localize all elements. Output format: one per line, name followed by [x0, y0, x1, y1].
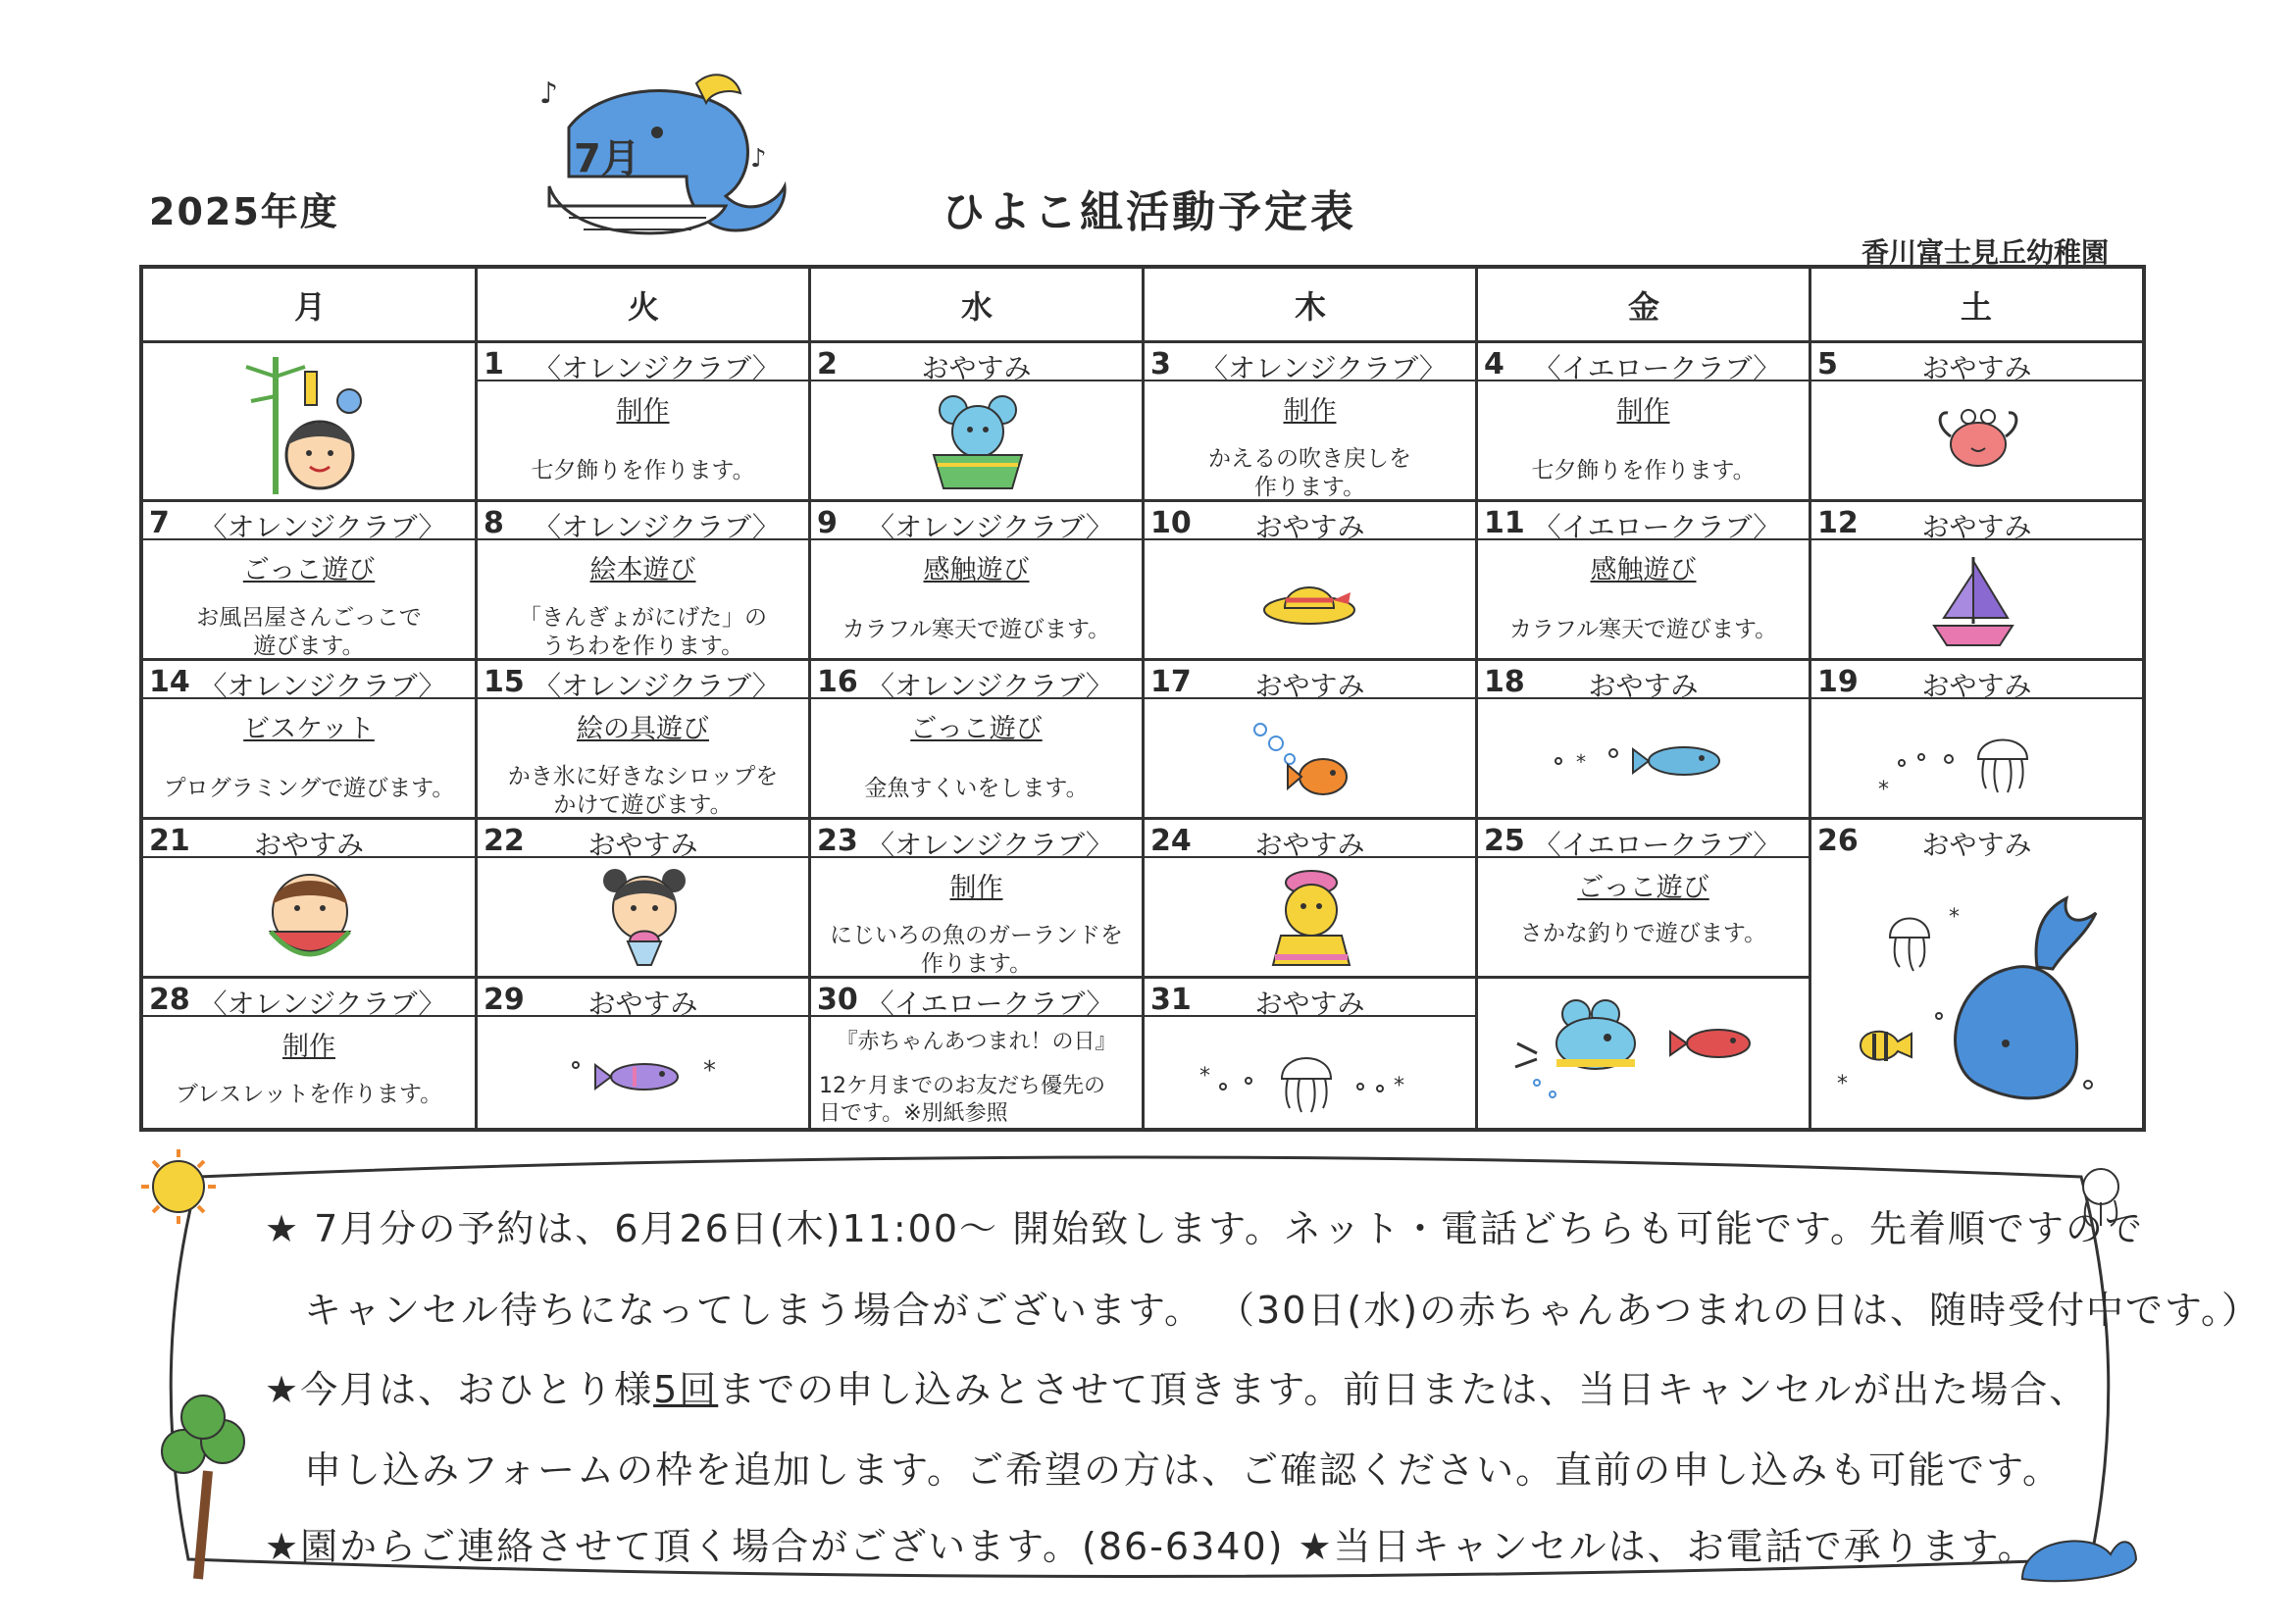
rest-label: おやすみ	[1254, 829, 1365, 861]
activity-description: さかな釣りで遊びます。	[1519, 921, 1767, 946]
note-reservation-line1: ★ 7月分の予約は、6月26日(木)11:00～ 開始致します。ネット・電話どちらも可能です。先着順ですので	[265, 1207, 2145, 1250]
rest-label: おやすみ	[253, 829, 364, 861]
day-number: 30	[817, 983, 858, 1017]
rest-label: おやすみ	[1921, 511, 2032, 543]
day-number: 15	[484, 665, 525, 699]
chick-swimsuit-icon	[1267, 863, 1355, 973]
day-number: 8	[484, 506, 504, 540]
activity-title: 制作	[1283, 396, 1337, 427]
note-contact-line: ★園からご連絡させて頂く場合がございます。(86-6340) ★当日キャンセルは、お電話で承ります。	[265, 1525, 2037, 1568]
svg-text:*: *	[1837, 1072, 1848, 1096]
weekday-mon: 月	[293, 287, 326, 326]
rest-label: おやすみ	[1921, 352, 2032, 384]
cell-day-21	[143, 820, 475, 976]
club-name: 〈イエロークラブ〉	[866, 988, 1114, 1020]
cell-day-17	[1145, 661, 1475, 817]
purple-fish-icon	[566, 1043, 733, 1102]
activity-title: 感触遊び	[1590, 555, 1697, 585]
rest-label: おやすみ	[1921, 829, 2032, 861]
note-form-line: 申し込みフォームの枠を追加します。ご希望の方は、ご確認ください。直前の申し込みも可能です。	[304, 1448, 2063, 1492]
activity-description: かえるの吹き戻しを 作ります。	[1208, 446, 1411, 500]
svg-text:*: *	[1878, 778, 1889, 802]
svg-text:*: *	[1199, 1064, 1210, 1089]
day-number: 21	[149, 824, 190, 858]
day-number: 23	[817, 824, 858, 858]
cell-day-14	[143, 661, 475, 817]
rest-label: おやすみ	[1254, 511, 1365, 543]
day-number: 3	[1150, 347, 1171, 381]
day-number: 5	[1817, 347, 1838, 381]
jellyfish-icon	[1870, 720, 2086, 808]
activity-description: カラフル寒天で遊びます。	[1508, 617, 1778, 642]
cell-day-24	[1145, 820, 1475, 976]
activity-description: お風呂屋さんごっこで 遊びます。	[196, 605, 422, 659]
whale-month-illustration	[530, 59, 794, 250]
activity-title: ごっこ遊び	[910, 714, 1043, 744]
club-name: 〈オレンジクラブ〉	[1200, 352, 1447, 384]
cell-day-8	[478, 502, 808, 658]
activity-title: 制作	[616, 396, 670, 427]
club-name: 〈オレンジクラブ〉	[199, 511, 446, 543]
jellyfish-small-icon	[1194, 1034, 1429, 1116]
activity-title: 感触遊び	[923, 555, 1030, 585]
crab-icon	[1934, 397, 2022, 476]
rest-label: おやすみ	[1254, 988, 1365, 1020]
day-number: 19	[1817, 665, 1859, 699]
svg-text:♪: ♪	[750, 144, 767, 174]
fiscal-year: 2025年度	[149, 190, 339, 233]
club-name: 〈オレンジクラブ〉	[534, 352, 780, 384]
sailboat-icon	[1929, 549, 2017, 651]
activity-description: 七夕飾りを作ります。	[531, 458, 755, 483]
page-title: ひよこ組活動予定表	[942, 187, 1356, 237]
day-number: 26	[1817, 824, 1859, 858]
day-number: 24	[1150, 824, 1192, 858]
day-number: 31	[1150, 983, 1192, 1017]
rest-label: おやすみ	[921, 352, 1032, 384]
rest-label: おやすみ	[587, 829, 698, 861]
cell-empty-mon	[143, 343, 475, 499]
cell-day-18	[1478, 661, 1809, 817]
activity-title: 絵本遊び	[589, 555, 696, 585]
club-name: 〈オレンジクラブ〉	[867, 829, 1113, 861]
activity-description: かき氷に好きなシロップを かけて遊びます。	[507, 764, 779, 818]
blue-fish-icon	[1547, 732, 1743, 790]
day-number: 22	[484, 824, 525, 858]
weekday-sat: 土	[1960, 287, 1992, 326]
svg-text:*: *	[1949, 905, 1960, 930]
activity-description: プログラミングで遊びます。	[163, 776, 455, 801]
note-reservation-line2: キャンセル待ちになってしまう場合がございます。 （30日(水)の赤ちゃんあつまれの日は、随時受付中です。）	[304, 1289, 2262, 1332]
club-name: 〈オレンジクラブ〉	[534, 670, 780, 702]
club-name: 〈オレンジクラブ〉	[199, 670, 446, 702]
cell-day-10	[1145, 502, 1475, 658]
cell-day-30	[811, 979, 1142, 1128]
activity-description: カラフル寒天で遊びます。	[841, 617, 1111, 642]
whale-jellyfish-icon	[1831, 869, 2125, 1124]
day-number: 7	[149, 506, 170, 540]
school-name: 香川富士見丘幼稚園	[1861, 236, 2110, 269]
day-number: 14	[149, 665, 190, 699]
activity-title: 絵の具遊び	[577, 714, 709, 744]
activity-title: 制作	[1616, 396, 1670, 427]
activity-title: 制作	[282, 1032, 335, 1062]
activity-calendar	[139, 265, 2146, 1132]
cell-day-25	[1478, 820, 1809, 976]
day-number: 10	[1150, 506, 1192, 540]
club-name: 〈イエロークラブ〉	[1533, 511, 1781, 543]
weekday-thu: 木	[1294, 287, 1326, 326]
cell-day-29	[478, 979, 808, 1128]
cell-day-15	[478, 661, 808, 817]
cell-day-5	[1811, 343, 2142, 499]
club-name: 〈オレンジクラブ〉	[867, 511, 1113, 543]
tanabata-boy-icon	[236, 347, 383, 494]
month-badge: 7月	[574, 136, 640, 181]
activity-description: 金魚すくいをします。	[864, 776, 1089, 801]
child-watermelon-icon	[256, 863, 364, 971]
activity-title: ごっこ遊び	[242, 555, 376, 585]
activity-title: ごっこ遊び	[1577, 873, 1709, 903]
day-number: 12	[1817, 506, 1859, 540]
cell-day-12	[1811, 502, 2142, 658]
goldfish-bubbles-icon	[1243, 710, 1360, 808]
weekday-tue: 火	[627, 287, 659, 326]
cell-day-23	[811, 820, 1142, 976]
club-name: 〈オレンジクラブ〉	[867, 670, 1113, 702]
activity-description: にじいろの魚のガーランドを 作ります。	[830, 923, 1123, 977]
activity-description: 「きんぎょがにげた」の うちわを作ります。	[519, 605, 767, 659]
diving-mouse-fish-icon	[1498, 985, 1792, 1112]
svg-text:*: *	[703, 1056, 716, 1086]
rest-label: おやすみ	[1254, 670, 1365, 702]
cell-day-3	[1145, 343, 1475, 499]
day-number: 25	[1484, 824, 1525, 858]
cell-day-7	[143, 502, 475, 658]
note-limit-line: ★今月は、おひとり様5回までの申し込みとさせて頂きます。前日または、当日キャンセルが出た場合、	[265, 1368, 2089, 1411]
cell-day-28	[143, 979, 475, 1128]
weekday-wed: 水	[960, 287, 993, 326]
day-number: 4	[1484, 347, 1504, 381]
club-name: 〈オレンジクラブ〉	[199, 988, 446, 1020]
activity-title: ビスケット	[243, 714, 375, 744]
activity-description: ブレスレットを作ります。	[175, 1082, 443, 1107]
cell-day-11	[1478, 502, 1809, 658]
activity-title: 制作	[949, 873, 1003, 903]
day-number: 29	[484, 983, 525, 1017]
cell-day-1	[478, 343, 808, 499]
child-shaved-ice-icon	[590, 863, 698, 973]
weekday-fri: 金	[1627, 287, 1659, 326]
straw-hat-icon	[1260, 571, 1358, 630]
day-number: 16	[817, 665, 858, 699]
limit-count: 5回	[653, 1368, 719, 1411]
cell-fri-diver	[1478, 979, 1809, 1128]
svg-text:*: *	[1394, 1074, 1404, 1098]
day-number: 18	[1484, 665, 1525, 699]
cell-day-19	[1811, 661, 2142, 817]
club-name: 〈オレンジクラブ〉	[534, 511, 780, 543]
mouse-bath-icon	[924, 390, 1032, 492]
day-number: 1	[484, 347, 504, 381]
cell-day-22	[478, 820, 808, 976]
svg-text:♪: ♪	[539, 76, 559, 111]
cell-day-26	[1811, 820, 2142, 1128]
day-number: 17	[1150, 665, 1192, 699]
cell-day-2	[811, 343, 1142, 499]
day-number: 9	[817, 506, 838, 540]
rest-label: おやすみ	[587, 988, 698, 1020]
rest-label: おやすみ	[1588, 670, 1699, 702]
cell-day-9	[811, 502, 1142, 658]
activity-description: 七夕飾りを作ります。	[1531, 458, 1756, 483]
special-event-title: 『赤ちゃんあつまれ！の日』	[836, 1030, 1117, 1054]
cell-day-16	[811, 661, 1142, 817]
club-name: 〈イエロークラブ〉	[1533, 352, 1781, 384]
cell-day-4	[1478, 343, 1809, 499]
rest-label: おやすみ	[1921, 670, 2032, 702]
activity-description: 12ケ月までのお友だち優先の 日です。※別紙参照	[819, 1074, 1105, 1126]
svg-text:*: *	[1576, 750, 1586, 774]
cell-day-31	[1145, 979, 1475, 1128]
club-name: 〈イエロークラブ〉	[1533, 829, 1781, 861]
day-number: 2	[817, 347, 838, 381]
day-number: 11	[1484, 506, 1525, 540]
day-number: 28	[149, 983, 190, 1017]
